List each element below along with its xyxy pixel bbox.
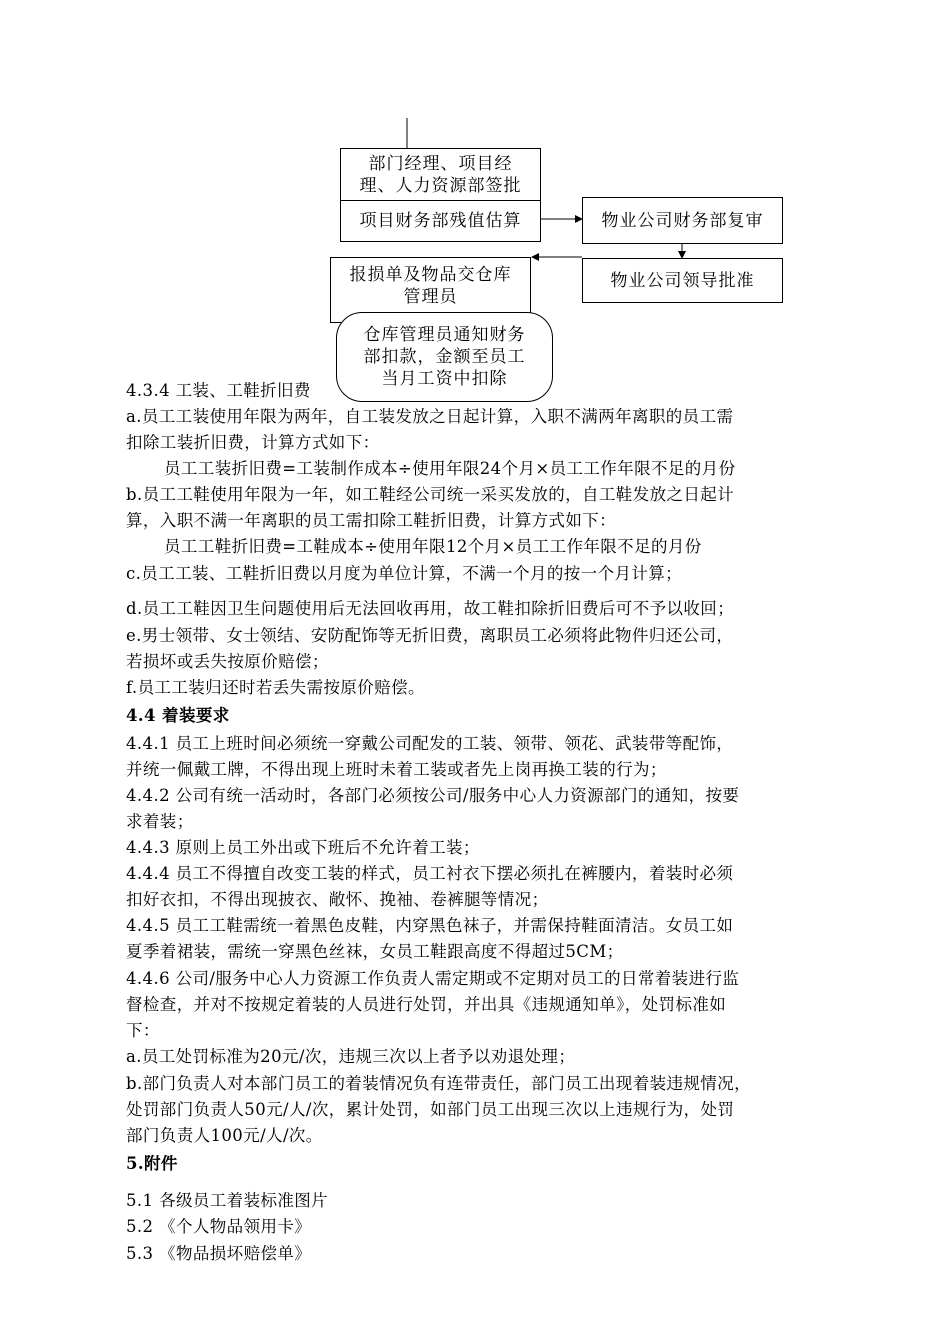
text-line: 4.4.4 员工不得擅自改变工装的样式，员工衬衣下摆必须扎在裤腰内，着装时必须: [126, 864, 734, 883]
section-heading-5: 5.附件: [126, 1154, 178, 1173]
text-line: a.员工工装使用年限为两年，自工装发放之日起计算，入职不满两年离职的员工需: [126, 407, 734, 426]
flow-box-deduction-line2: 部扣款，金额至员工: [363, 347, 526, 367]
text-line: f.员工工装归还时若丢失需按原价赔偿。: [126, 678, 425, 697]
text-line: 求着装；: [126, 812, 194, 831]
formula-line: 员工工鞋折旧费=工鞋成本÷使用年限12个月×员工工作年限不足的月份: [164, 537, 702, 556]
text-line: 4.4.5 员工工鞋需统一着黑色皮鞋，内穿黑色袜子，并需保持鞋面清洁。女员工如: [126, 916, 734, 935]
text-line: 夏季着裙装，需统一穿黑色丝袜，女员工鞋跟高度不得超过5CM；: [126, 942, 624, 961]
attachment-item: 5.2 《个人物品领用卡》: [126, 1217, 312, 1236]
flow-box-approval-line2: 理、人力资源部签批: [359, 175, 522, 196]
flow-box-deduction-line3: 当月工资中扣除: [381, 369, 508, 389]
text-line: a.员工处罚标准为20元/次，违规三次以上者予以劝退处理；: [126, 1047, 576, 1066]
attachment-item: 5.3 《物品损坏赔偿单》: [126, 1244, 312, 1263]
text-line: d.员工工鞋因卫生问题使用后无法回收再用，故工鞋扣除折旧费后可不予以收回；: [126, 599, 735, 618]
text-line: 扣除工装折旧费，计算方式如下：: [126, 433, 380, 452]
attachment-item: 5.1 各级员工着装标准图片: [126, 1191, 329, 1210]
section-heading-4-4: 4.4 着装要求: [126, 706, 230, 725]
flow-box-deduction: [336, 312, 553, 402]
text-line: 扣好衣扣，不得出现披衣、敞怀、挽袖、卷裤腿等情况；: [126, 890, 549, 909]
text-line: b.员工工鞋使用年限为一年，如工鞋经公司统一采买发放的，自工鞋发放之日起计: [126, 485, 735, 504]
flow-box-leader-approval: [582, 258, 783, 303]
text-line: 若损坏或丢失按原价赔偿；: [126, 652, 329, 671]
text-line: 4.4.3 原则上员工外出或下班后不允许着工装；: [126, 838, 480, 857]
flow-box-finance-review-label: 物业公司财务部复审: [601, 210, 764, 231]
flow-box-leader-approval-label: 物业公司领导批准: [610, 270, 755, 291]
text-line: e.男士领带、女士领结、安防配饰等无折旧费，离职员工必须将此物件归还公司，: [126, 626, 734, 645]
flow-box-damage-report-line2: 管理员: [403, 287, 458, 307]
formula-line: 员工工装折旧费=工装制作成本÷使用年限24个月×员工工作年限不足的月份: [164, 459, 736, 478]
flow-box-deduction-line1: 仓库管理员通知财务: [363, 325, 526, 345]
text-line: b.部门负责人对本部门员工的着装情况负有连带责任，部门员工出现着装违规情况，: [126, 1074, 752, 1093]
flow-box-valuation: [340, 200, 541, 242]
text-line: 督检查，并对不按规定着装的人员进行处罚，并出具《违规通知单》，处罚标准如: [126, 995, 727, 1014]
text-line: 4.4.1 员工上班时间必须统一穿戴公司配发的工装、领带、领花、武装带等配饰，: [126, 734, 734, 753]
text-line: 下：: [126, 1021, 160, 1040]
flow-box-approval-line1: 部门经理、项目经: [368, 153, 513, 174]
text-line: 算，入职不满一年离职的员工需扣除工鞋折旧费，计算方式如下：: [126, 511, 617, 530]
flow-box-damage-report-line1: 报损单及物品交仓库: [349, 265, 512, 285]
text-line: 并统一佩戴工牌，不得出现上班时未着工装或者先上岗再换工装的行为；: [126, 760, 667, 779]
flow-box-valuation-label: 项目财务部残值估算: [359, 211, 522, 231]
text-line: c.员工工装、工鞋折旧费以月度为单位计算，不满一个月的按一个月计算；: [126, 564, 683, 583]
text-line: 部门负责人100元/人/次。: [126, 1126, 323, 1145]
flow-box-approval: [340, 148, 541, 201]
flow-box-finance-review: [582, 197, 783, 244]
heading-4-3-4: 4.3.4 工装、工鞋折旧费: [126, 381, 311, 400]
text-line: 4.4.2 公司有统一活动时，各部门必须按公司/服务中心人力资源部门的通知，按要: [126, 786, 740, 805]
text-line: 处罚部门负责人50元/人/次，累计处罚，如部门员工出现三次以上违规行为，处罚: [126, 1100, 735, 1119]
text-line: 4.4.6 公司/服务中心人力资源工作负责人需定期或不定期对员工的日常着装进行监: [126, 969, 740, 988]
